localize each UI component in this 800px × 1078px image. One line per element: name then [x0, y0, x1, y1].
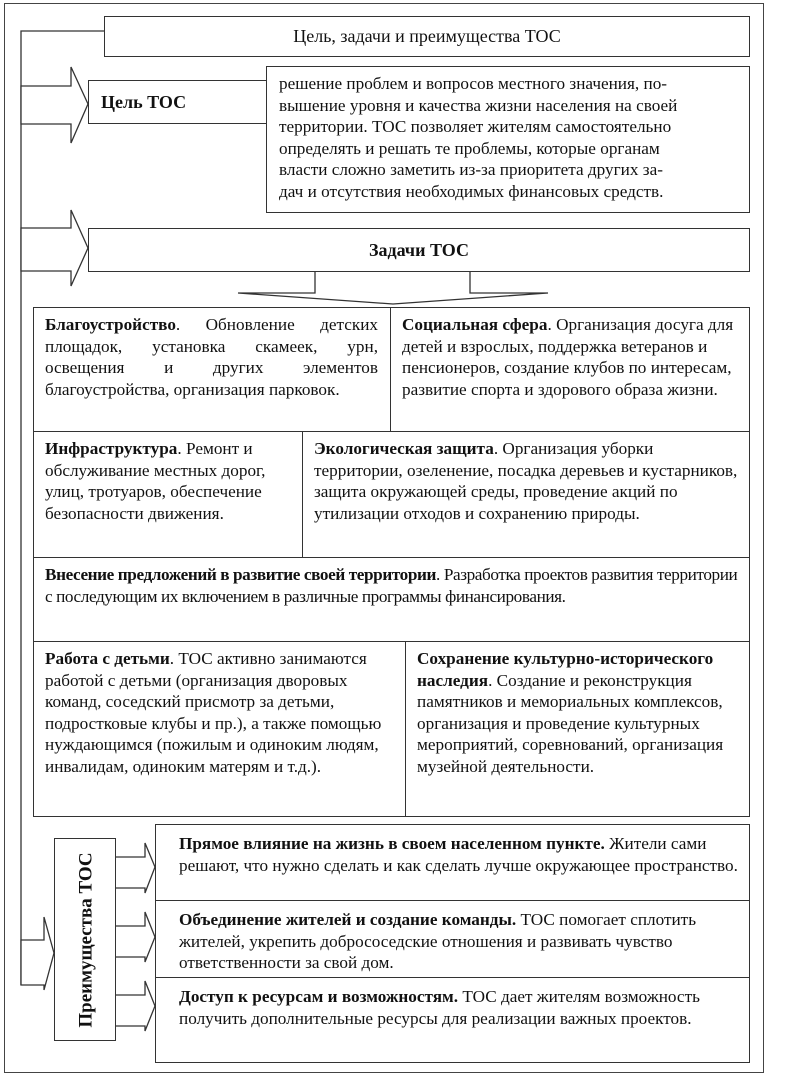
task-text: . Разработка проектов развития территории с последующим их включением в различные программы финансирования.: [45, 565, 738, 606]
advantages-label: Преимущества ТОС: [75, 852, 97, 1028]
task-cell-children: [33, 643, 405, 778]
task-title: Благоустройство: [45, 315, 176, 334]
advantage-title: Объединение жителей и создание команды.: [179, 910, 517, 929]
task-title: Сохранение культурно-исторического наследия: [417, 649, 714, 690]
task-cell-heritage: [405, 643, 750, 778]
advantage-text: ТОС дает жителям возможность получить дополнительные ресурсы для реализации важных проектов.: [179, 987, 700, 1028]
divider: [33, 431, 750, 432]
advantages-label-box: [54, 838, 116, 1041]
goal-label-box: [88, 80, 268, 124]
advantage-item: [155, 828, 750, 876]
advantage-item: [155, 904, 750, 974]
arrow-right-icon: [21, 917, 54, 990]
arrow-right-icon: [115, 843, 155, 893]
goal-text-box: [266, 66, 750, 213]
advantage-text: ТОС помогает сплотить жителей, укрепить добрососедские отношения и развивать чувство ответственности за свой дом.: [179, 910, 697, 973]
tasks-label-box: [88, 228, 750, 272]
advantage-text: Жители сами решают, что нужно сделать и как сделать лучше окружающее пространство.: [179, 834, 738, 875]
task-text: . ТОС активно занимаются работой с детьми (организация дворовых команд, соседский присмотр за детьми, подростковые клубы и пр.), а также помощью нуждающимся (пожилым и одиноким людям, инвалидам, одиноким матерям и т.д.).: [45, 649, 382, 776]
task-cell-social: [390, 309, 750, 400]
diagram-title: Цель, задачи и преимущества ТОС: [293, 25, 561, 46]
goal-label: Цель ТОС: [101, 91, 187, 112]
goal-text-line: территории. ТОС позволяет жителям самостоятельно: [279, 117, 672, 137]
divider: [33, 557, 750, 558]
task-cell-landscaping: [33, 309, 390, 400]
task-text: . Ремонт и обслуживание местных дорог, улиц, тротуаров, обеспечение безопасности движения.: [45, 439, 266, 523]
goal-text-line: вышение уровня и качества жизни населения на своей: [279, 95, 678, 115]
task-text: . Обновление детских площадок, установка скамеек, урн, освещения и других элементов благоустройства, организация парковок.: [45, 315, 378, 399]
goal-text-line: определять и решать те проблемы, которые органам: [279, 138, 660, 158]
goal-text-line: решение проблем и вопросов местного значения, по-: [279, 74, 668, 93]
divider: [155, 900, 750, 901]
advantage-title: Доступ к ресурсам и возможностям.: [179, 987, 459, 1006]
task-title: Социальная сфера: [402, 315, 548, 334]
goal-text-line: власти сложно заметить из-за приоритета других за-: [279, 160, 663, 180]
divider: [33, 641, 750, 642]
task-title: Внесение предложений в развитие своей территории: [45, 565, 437, 584]
arrow-right-icon: [115, 912, 155, 962]
arrow-right-icon: [115, 981, 155, 1031]
advantage-title: Прямое влияние на жизнь в своем населенном пункте.: [179, 834, 605, 853]
task-cell-ecology: [302, 433, 750, 524]
diagram-title-box: [104, 16, 750, 57]
goal-text-line: дач и отсутствия необходимых финансовых средств.: [279, 181, 664, 201]
task-text: . Организация досуга для детей и взрослых, поддержка ветеранов и пенсионеров, создание клубов по интересам, развитие спорта и здорового образа жизни.: [402, 315, 734, 399]
arrow-right-icon: [21, 67, 88, 143]
task-text: . Создание и реконструкция памятников и мемориальных комплексов, организация и проведение культурных мероприятий, соревнований, организация музейной деятельности.: [417, 670, 724, 776]
task-cell-proposals: [33, 559, 750, 607]
tasks-label: Задачи ТОС: [369, 239, 469, 260]
task-title: Инфраструктура: [45, 439, 178, 458]
advantage-item: [155, 981, 750, 1029]
task-title: Работа с детьми: [45, 649, 170, 668]
task-text: . Организация уборки территории, озеленение, посадка деревьев и кустарников, защита окружающей среды, проведение акций по утилизации отходов и сохранению природы.: [314, 439, 738, 523]
arrow-right-icon: [21, 210, 88, 286]
task-cell-infrastructure: [33, 433, 302, 524]
divider: [155, 977, 750, 978]
task-title: Экологическая защита: [314, 439, 494, 458]
